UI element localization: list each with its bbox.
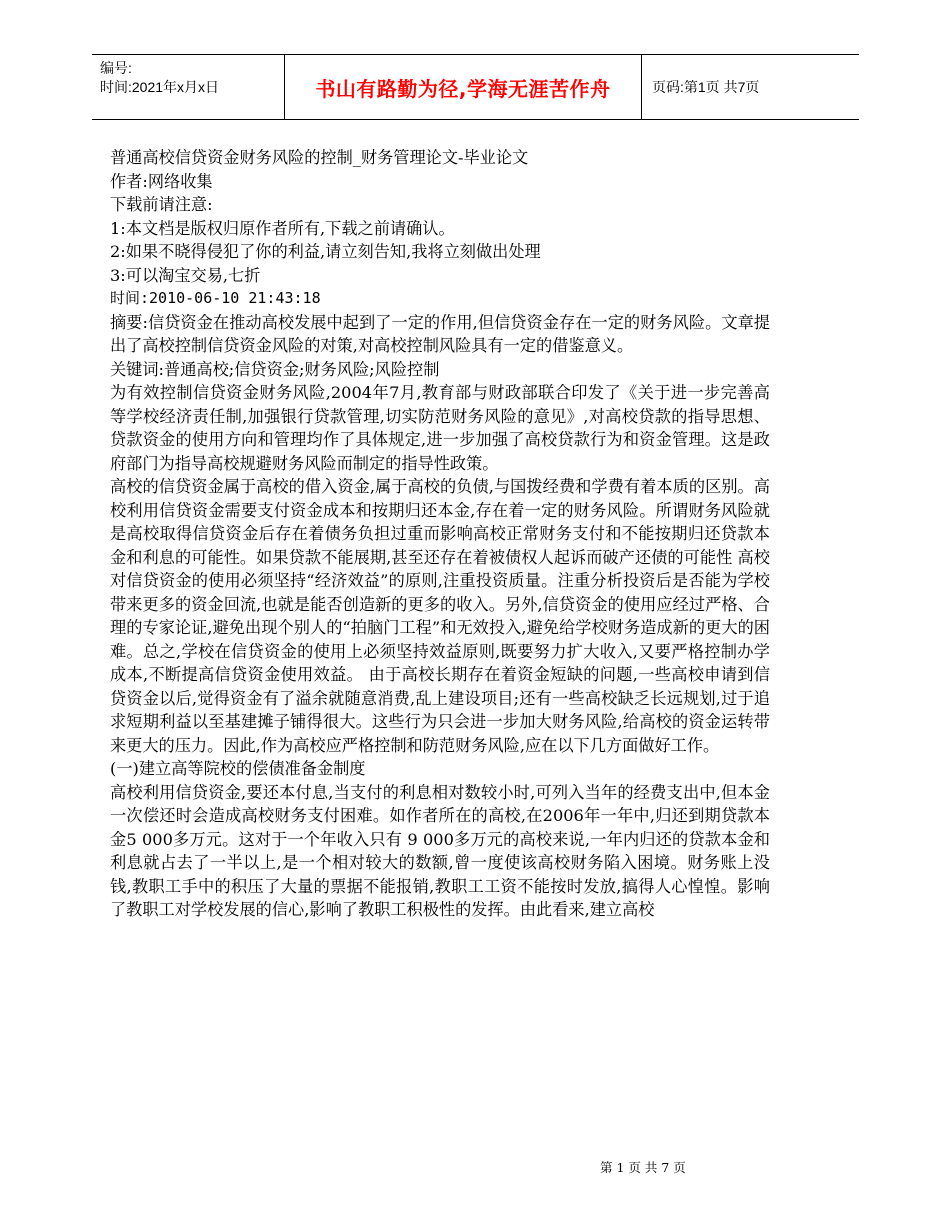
notice-item-3: 3:可以淘宝交易,七折 [110,265,261,285]
motto: 书山有路勤为径,学海无涯苦作舟 [284,55,642,119]
page-footer: 第 1 页 共 7 页 [600,1160,686,1175]
publish-time: 时间:2010-06-10 21:43:18 [110,289,321,307]
notice-item-2: 2:如果不晓得侵犯了你的利益,请立刻告知,我将立刻做出处理 [110,242,541,261]
page-header [92,54,859,120]
abstract: 摘要:信贷资金在推动高校发展中起到了一定的作用,但信贷资金存在一定的财务风险。文章提出了高校控制信贷资金风险的对策,对高校控制风险具有一定的借鉴意义。 [110,312,770,355]
time-label: 时间:2021年x月x日 [100,79,220,95]
header-page-info: 页码:第1页 共7页 [652,79,760,95]
paragraph: 高校的信贷资金属于高校的借入资金,属于高校的负债,与国拨经费和学费有着本质的区别。高校利用信贷资金需要支付资金成本和按期归还本金,存在着一定的财务风险。所谓财务风险就是高校取得信贷资金后存在着债务负担过重而影响高校正常财务支付和不能按期归还贷款本金和利息的可能性。如果贷款不能展期,甚至还存在着被债权人起诉而破产还债的可能性 高校对信贷资金的使用必须坚持“经济效益”的原则,注重投资质量。注重分析投资后是否能为学校带来更多的资金回流,也就是能否创造新的更多的收入。另外,信贷资金的使用应经过严格、合理的专家论证,避免出现个别人的“拍脑门工程”和无效投入,避免给学校财务造成新的更大的困难。总之,学校在信贷资金的使用上必须坚持效益原则,既要努力扩大收入,又要严格控制办学成本,不断提高信贷资金使用效益。 由于高校长期存在着资金短缺的问题,一些高校申请到信贷资金以后,觉得资金有了溢余就随意消费,乱上建设项目;还有一些高校缺乏长远规划,过于追求短期利益以至基建摊子铺得很大。这些行为只会进一步加大财务风险,给高校的资金运转带来更大的压力。因此,作为高校应严格控制和防范财务风险,应在以下几方面做好工作。 [110,477,770,755]
paragraph: 为有效控制信贷资金财务风险,2004年7月,教育部与财政部联合印发了《关于进一步完善高等学校经济责任制,加强银行贷款管理,切实防范财务风险的意见》,对高校贷款的指导思想、贷款资金的使用方向和管理均作了具体规定,进一步加强了高校贷款行为和资金管理。这是政府部门为指导高校规避财务风险而制定的指导性政策。 [110,383,770,473]
author-line: 作者:网络收集 [110,171,213,191]
notice-title: 下载前请注意: [110,195,213,214]
keywords: 关键词:普通高校;信贷资金;财务风险;风险控制 [110,359,440,379]
notice-item-1: 1:本文档是版权归原作者所有,下载之前请确认。 [110,218,455,238]
number-label: 编号: [100,60,132,76]
section-heading: (一)建立高等院校的偿债准备金制度 [110,759,366,778]
document-body [110,146,770,922]
header-left-cell [92,55,284,119]
document-title: 普通高校信贷资金财务风险的控制_财务管理论文-毕业论文 [110,148,529,167]
paragraph: 高校利用信贷资金,要还本付息,当支付的利息相对数较小时,可列入当年的经费支出中,但本金一次偿还时会造成高校财务支付困难。如作者所在的高校,在2006年一年中,归还到期贷款本金5 000多万元。这对于一个年收入只有 9 000多万元的高校来说,一年内归还的贷款本金和利息就占去了一半以上,是一个相对较大的数额,曾一度使该高校财务陷入困境。财务账上没钱,教职工手中的积压了大量的票据不能报销,教职工工资不能按时发放,搞得人心惶惶。影响了教职工对学校发展的信心,影响了教职工积极性的发挥。由此看来,建立高校 [110,782,770,919]
